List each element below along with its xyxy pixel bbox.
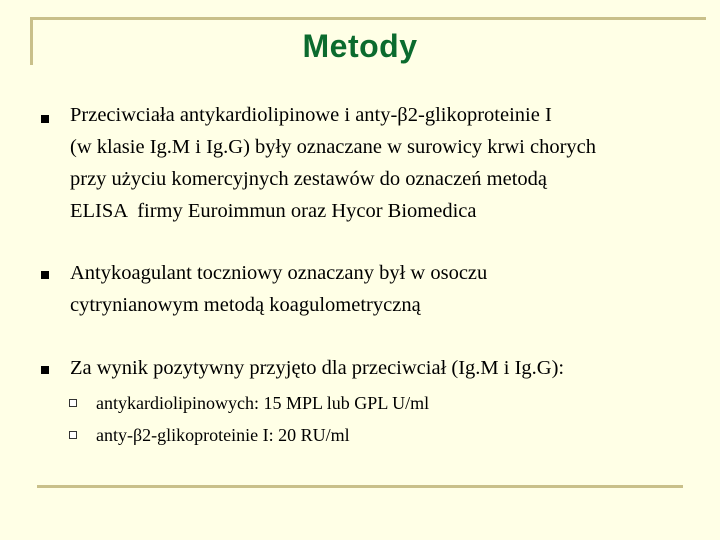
bullet-text-2 <box>70 257 710 321</box>
bullet-2-line-2: cytrynianowym metodą koagulometryczną <box>70 294 421 316</box>
bullet-1-line-3: przy użyciu komercyjnych zestawów do oznaczeń metodą <box>70 168 547 190</box>
bullet-3-line-1: Za wynik pozytywny przyjęto dla przeciwciał (Ig.M i Ig.G): <box>70 357 565 379</box>
bullet-text-3 <box>70 352 710 384</box>
bullet-square-1 <box>41 115 49 123</box>
bullet-1-line-1: Przeciwciała antykardiolipinowe i anty-β2-glikoproteinie I <box>70 104 552 126</box>
bottom-rule <box>37 485 683 488</box>
bullet-1-line-2: (w klasie Ig.M i Ig.G) były oznaczane w surowicy krwi chorych <box>70 136 597 158</box>
bullet-2-line-1: Antykoagulant toczniowy oznaczany był w osoczu <box>70 262 488 284</box>
sub-bullet-text-1: antykardiolipinowych: 15 MPL lub GPL U/ml <box>96 393 430 413</box>
bullet-text-1 <box>70 99 710 227</box>
sub-bullet-checkbox-icon-2 <box>69 431 77 439</box>
bullet-square-3 <box>41 366 49 374</box>
slide-title: Metody <box>302 28 418 64</box>
frame-top-line <box>30 17 706 20</box>
sub-bullet-text-2: anty-β2-glikoproteinie I: 20 RU/ml <box>96 425 350 445</box>
bullet-1-line-4: ELISA firmy Euroimmun oraz Hycor Biomedica <box>70 200 477 222</box>
bullet-square-2 <box>41 271 49 279</box>
sub-bullet-checkbox-icon-1 <box>69 399 77 407</box>
